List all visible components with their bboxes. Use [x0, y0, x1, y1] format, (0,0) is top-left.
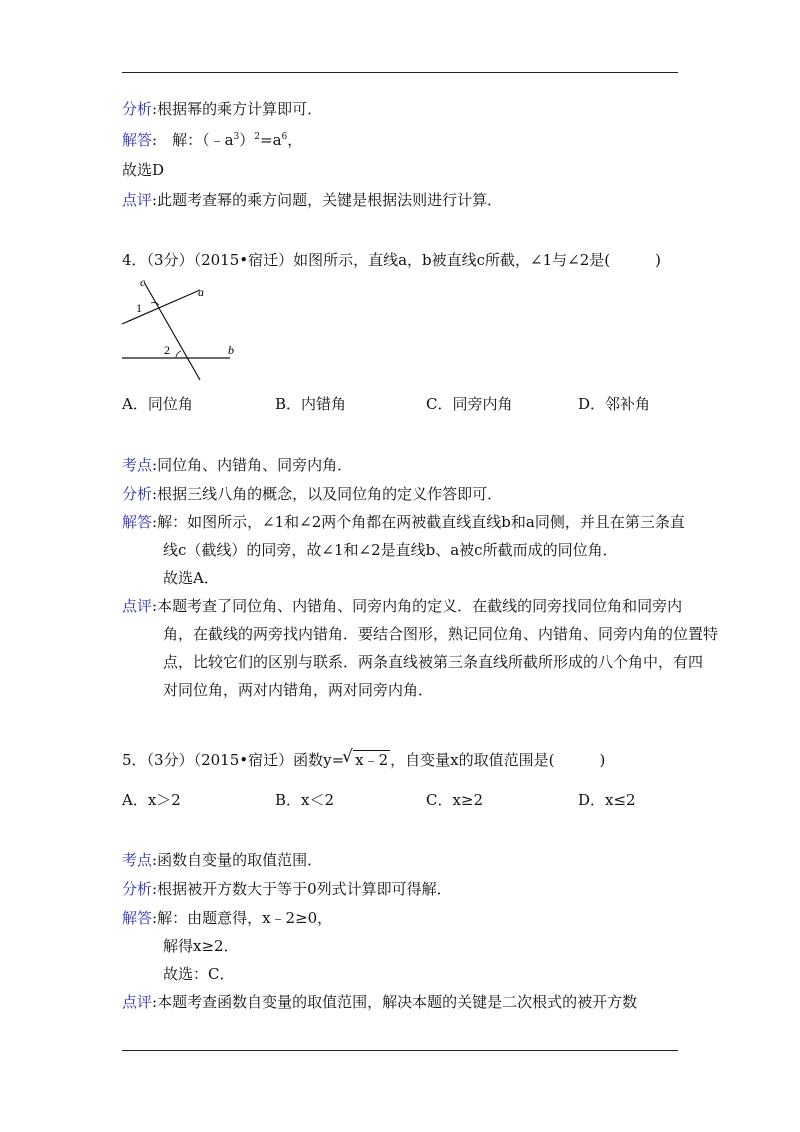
- jieda-label: 解答: [122, 131, 153, 149]
- exp-3: 3: [233, 132, 240, 142]
- radical-sign: √: [342, 747, 353, 767]
- dianping-label: 点评: [122, 191, 153, 209]
- q4-option-a[interactable]: A．同位角: [122, 395, 193, 413]
- fenxi-label: 分析: [122, 880, 153, 898]
- q5-option-c[interactable]: C．x≥2: [426, 791, 484, 809]
- q4-dianping-line1: [122, 596, 682, 616]
- fenxi-text: :根据幂的乘方计算即可．: [152, 100, 323, 118]
- jieda-end: ，: [287, 131, 303, 149]
- q5-option-a[interactable]: A．x＞2: [122, 791, 181, 809]
- exp-6: 6: [281, 132, 288, 142]
- label-2: 2: [164, 343, 170, 357]
- kaodian-text: :同位角、内错角、同旁内角．: [152, 456, 353, 474]
- dianping-text-1: :本题考查了同位角、内错角、同旁内角的定义．在截线的同旁找同位角和同旁内: [152, 597, 683, 615]
- q5-option-d[interactable]: D．x≤2: [578, 791, 636, 809]
- jieda-text-1: :解：如图所示，∠1和∠2两个角都在两被截直线直线b和a同侧，并且在第三条直: [152, 513, 685, 531]
- label-b: b: [228, 343, 234, 357]
- dianping-label: 点评: [122, 993, 153, 1011]
- q4-jieda-line1: [122, 512, 685, 532]
- q4-dianping-line2: 角，在截线的两旁找内错角．要结合图形，熟记同位角、内错角、同旁内角的位置特: [163, 625, 719, 643]
- q4-fenxi-line: [122, 484, 502, 504]
- q4-dianping-line4: 对同位角，两对内错角，两对同旁内角．: [163, 681, 434, 699]
- q4-option-c[interactable]: C．同旁内角: [426, 395, 513, 413]
- q4-kaodian-line: [122, 455, 352, 475]
- sqrt-expression: [342, 747, 390, 770]
- fenxi-text: :根据三线八角的概念，以及同位角的定义作答即可．: [152, 485, 503, 503]
- q4-option-b[interactable]: B．内错角: [275, 395, 347, 413]
- q5-kaodian-line: [122, 850, 322, 870]
- q4-stem: 4．（3分）（2015•宿迁）如图所示，直线a，b被直线c所截，∠1与∠2是( ): [122, 251, 661, 269]
- label-c: c: [140, 275, 146, 289]
- dianping-text: :本题考查函数自变量的取值范围，解决本题的关键是二次根式的被开方数: [152, 993, 638, 1011]
- q5-jieda-line1: [122, 908, 332, 928]
- jieda-eq: =a: [260, 131, 282, 149]
- q5-jieda-line3: 故选：C．: [163, 965, 235, 983]
- jieda-text-1: :解：由题意得，x﹣2≥0，: [152, 909, 333, 927]
- radicand: x﹣2: [355, 751, 389, 769]
- q3-fenxi-line: [122, 99, 322, 119]
- q4-dianping-line3: 点，比较它们的区别与联系．两条直线被第三条直线所截所形成的八个角中，有四: [163, 653, 704, 671]
- q3-dianping-line: [122, 190, 502, 210]
- fenxi-text: :根据被开方数大于等于0列式计算即可得解．: [152, 880, 452, 898]
- q4-jieda-line2: 线c（截线）的同旁，故∠1和∠2是直线b、a被c所截而成的同位角．: [163, 541, 618, 559]
- fenxi-label: 分析: [122, 485, 153, 503]
- top-rule: [122, 72, 678, 73]
- bottom-rule: [122, 1050, 678, 1051]
- dianping-label: 点评: [122, 597, 153, 615]
- dianping-text: :此题考查幂的乘方问题，关键是根据法则进行计算．: [152, 191, 503, 209]
- q5-dianping-line: [122, 992, 637, 1012]
- jieda-mid: ）: [239, 131, 255, 149]
- line-c: [144, 282, 200, 380]
- jieda-label: 解答: [122, 513, 153, 531]
- kaodian-label: 考点: [122, 456, 153, 474]
- exp-2: 2: [254, 132, 260, 142]
- q3-answer: 故选D: [122, 161, 165, 179]
- fenxi-label: 分析: [122, 100, 153, 118]
- q5-stem-post: ，自变量x的取值范围是( ): [390, 751, 606, 769]
- jieda-label: 解答: [122, 909, 153, 927]
- label-a: a: [198, 285, 204, 299]
- q5-option-b[interactable]: B．x＜2: [275, 791, 335, 809]
- jieda-pre: : 解：（﹣a: [152, 131, 234, 149]
- angle-1-arc: [151, 303, 159, 305]
- q4-jieda-line3: 故选A．: [163, 569, 219, 587]
- q5-stem: [122, 747, 606, 770]
- label-1: 1: [136, 301, 142, 315]
- q3-jieda-line: [122, 130, 302, 150]
- q4-option-d[interactable]: D．邻补角: [578, 395, 651, 413]
- line-a: [122, 290, 200, 324]
- angle-2-arc: [176, 351, 181, 358]
- q4-figure: [118, 274, 248, 384]
- kaodian-label: 考点: [122, 851, 153, 869]
- kaodian-text: :函数自变量的取值范围．: [152, 851, 323, 869]
- q5-jieda-line2: 解得x≥2．: [163, 937, 239, 955]
- q5-fenxi-line: [122, 879, 452, 899]
- q5-stem-pre: 5．（3分）（2015•宿迁）函数y=: [122, 751, 345, 769]
